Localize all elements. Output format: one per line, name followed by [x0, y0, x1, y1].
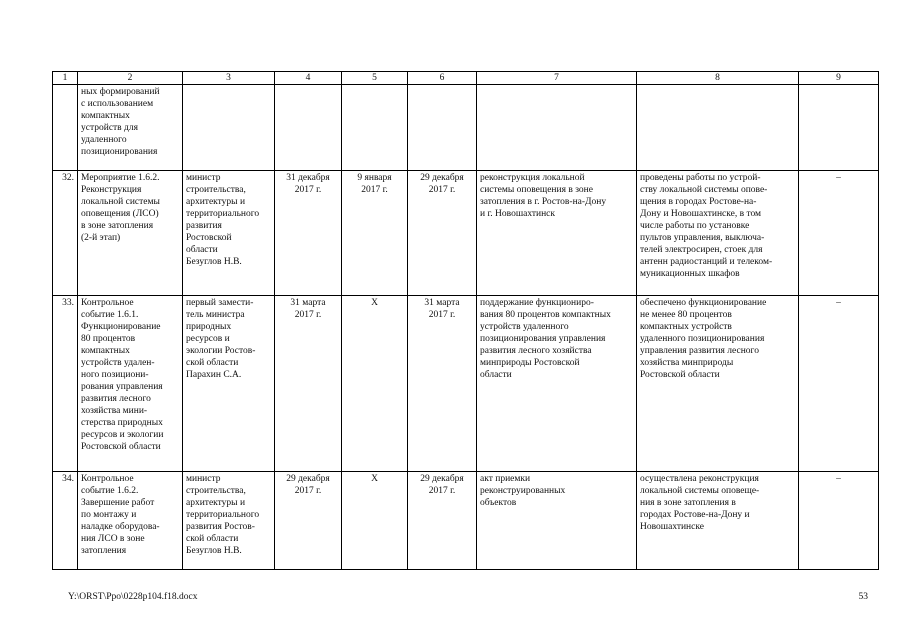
cell-line: оповещения (ЛСО): [81, 209, 159, 219]
cell-line: Мероприятие 1.6.2.: [81, 173, 160, 183]
cell-line: первый замести-: [186, 298, 254, 308]
cell-line: с использованием: [81, 99, 154, 109]
actual-start-cell: [342, 296, 408, 472]
cell-line: 9 января: [357, 173, 392, 183]
cell-line: рования управления: [81, 382, 163, 392]
cell-line: 2017 г.: [294, 310, 322, 320]
planned-date-cell: [275, 85, 342, 171]
cell-line: Завершение работ: [81, 498, 155, 508]
cell-line: наладке оборудова-: [81, 522, 160, 532]
cell-line: затопления в г. Ростов-на-Дону: [480, 197, 607, 207]
responsible-cell: [183, 171, 275, 296]
cell-line: и г. Новошахтинск: [480, 209, 556, 219]
cell-line: устройств удаленного: [480, 322, 569, 332]
cell-line: ской области: [186, 358, 239, 368]
cell-line: архитектуры и: [186, 197, 246, 207]
responsible-cell: [183, 296, 275, 472]
column-header-5: 5: [342, 72, 408, 85]
column-header-3: 3: [183, 72, 275, 85]
cell-line: телей электросирен, стоек для: [640, 245, 763, 255]
page-number: 53: [858, 592, 868, 602]
cell-line: устройств для: [81, 123, 138, 133]
cell-line: развития лесного: [81, 394, 151, 404]
cell-line: управления развития лесного: [640, 346, 759, 356]
cell-line: 2017 г.: [361, 185, 388, 195]
problems-cell: –: [799, 171, 879, 296]
cell-line: Ростовской: [186, 233, 232, 243]
cell-line: минприроды Ростовской: [480, 358, 580, 368]
file-path: Y:\ORST\Ppo\0228p104.f18.docx: [68, 592, 198, 602]
row-number-cell: 32.: [53, 171, 78, 296]
cell-line: локальной системы оповеще-: [640, 486, 760, 496]
event-name-cell: [78, 85, 183, 171]
cell-line: вания 80 процентов компактных: [480, 310, 611, 320]
cell-line: Х: [371, 298, 378, 308]
cell-line: ской области: [186, 534, 239, 544]
cell-line: 31 марта: [290, 298, 326, 308]
cell-line: проведены работы по устрой-: [640, 173, 761, 183]
table-row: [53, 472, 879, 570]
actual-result-cell: [637, 171, 799, 296]
responsible-cell: [183, 472, 275, 570]
cell-line: муникационных шкафов: [640, 269, 740, 279]
expected-result-cell: [477, 85, 637, 171]
cell-line: экологии Ростов-: [186, 346, 256, 356]
cell-line: Дону и Новошахтинске, в том: [640, 209, 762, 219]
cell-line: Х: [371, 474, 378, 484]
cell-line: 29 декабря: [286, 474, 330, 484]
row-number-cell: 33.: [53, 296, 78, 472]
cell-line: акт приемки: [480, 474, 531, 484]
cell-line: локальной системы: [81, 197, 160, 207]
cell-line: 2017 г.: [294, 486, 322, 496]
cell-line: Реконструкция: [81, 185, 142, 195]
cell-line: ния ЛСО в зоне: [81, 534, 145, 544]
cell-line: компактных: [81, 346, 130, 356]
cell-line: Безуглов Н.В.: [186, 546, 242, 556]
cell-line: 2017 г.: [428, 486, 456, 496]
cell-line: компактных: [81, 111, 130, 121]
cell-line: городах Ростове-на-Дону и: [640, 510, 750, 520]
cell-line: удаленного: [81, 135, 127, 145]
expected-result-cell: [477, 171, 637, 296]
cell-line: системы оповещения в зоне: [480, 185, 593, 195]
cell-line: области: [186, 245, 218, 255]
cell-line: удаленного позиционирования: [640, 334, 765, 344]
table-body: [53, 85, 879, 570]
cell-line: строительства,: [186, 185, 246, 195]
cell-line: развития Ростов-: [186, 522, 255, 532]
cell-line: пультов управления, выключа-: [640, 233, 765, 243]
cell-line: затопления: [81, 546, 127, 556]
cell-line: Контрольное: [81, 474, 134, 484]
expected-result-cell: [477, 472, 637, 570]
cell-line: 2017 г.: [428, 185, 456, 195]
cell-line: строительства,: [186, 486, 246, 496]
cell-line: по монтажу и: [81, 510, 137, 520]
cell-line: 31 марта: [424, 298, 460, 308]
planned-date-cell: [275, 296, 342, 472]
column-header-9: 9: [799, 72, 879, 85]
cell-line: природных: [186, 322, 232, 332]
responsible-cell: [183, 85, 275, 171]
planned-date-cell: [275, 472, 342, 570]
actual-result-cell: [637, 472, 799, 570]
plan-table: [52, 71, 879, 570]
cell-line: ресурсов и экологии: [81, 430, 164, 440]
problems-cell: –: [799, 296, 879, 472]
actual-end-cell: [408, 85, 477, 171]
cell-line: Безуглов Н.В.: [186, 257, 242, 267]
table-row: [53, 296, 879, 472]
cell-line: числе работы по установке: [640, 221, 750, 231]
cell-line: объектов: [480, 498, 517, 508]
cell-line: Парахин С.А.: [186, 370, 242, 380]
cell-line: 31 декабря: [286, 173, 330, 183]
cell-line: щения в городах Ростове-на-: [640, 197, 757, 207]
cell-line: развития: [186, 221, 222, 231]
column-header-2: 2: [78, 72, 183, 85]
cell-line: ных формирований: [81, 87, 160, 97]
cell-line: архитектуры и: [186, 498, 246, 508]
column-header-1: 1: [53, 72, 78, 85]
cell-line: позиционирования управления: [480, 334, 606, 344]
problems-cell: [799, 85, 879, 171]
problems-cell: –: [799, 472, 879, 570]
event-name-cell: [78, 171, 183, 296]
event-name-cell: [78, 296, 183, 472]
cell-line: территориального: [186, 209, 260, 219]
cell-line: антенн радиостанций и телеком-: [640, 257, 773, 267]
cell-line: 29 декабря: [420, 474, 464, 484]
cell-line: 2017 г.: [294, 185, 322, 195]
cell-line: в зоне затопления: [81, 221, 154, 231]
cell-line: Ростовской области: [81, 442, 161, 452]
cell-line: не менее 80 процентов: [640, 310, 732, 320]
header-row: [53, 72, 879, 85]
cell-line: Контрольное: [81, 298, 134, 308]
cell-line: тель министра: [186, 310, 245, 320]
cell-line: территориального: [186, 510, 260, 520]
cell-line: компактных устройств: [640, 322, 732, 332]
row-number-cell: 34.: [53, 472, 78, 570]
actual-start-cell: [342, 85, 408, 171]
actual-result-cell: [637, 296, 799, 472]
cell-line: области: [480, 370, 512, 380]
actual-end-cell: [408, 296, 477, 472]
column-header-4: 4: [275, 72, 342, 85]
column-header-6: 6: [408, 72, 477, 85]
cell-line: реконструированных: [480, 486, 566, 496]
cell-line: ству локальной системы опове-: [640, 185, 768, 195]
cell-line: событие 1.6.1.: [81, 310, 139, 320]
table-row: [53, 171, 879, 296]
column-header-8: 8: [637, 72, 799, 85]
cell-line: 80 процентов: [81, 334, 136, 344]
cell-line: ного позициони-: [81, 370, 149, 380]
cell-line: осуществлена реконструкция: [640, 474, 759, 484]
cell-line: Ростовской области: [640, 370, 720, 380]
cell-line: позиционирования: [81, 147, 158, 157]
column-header-7: 7: [477, 72, 637, 85]
table-row: [53, 85, 879, 171]
cell-line: Новошахтинске: [640, 522, 704, 532]
actual-end-cell: [408, 171, 477, 296]
cell-line: 2017 г.: [428, 310, 456, 320]
actual-start-cell: [342, 472, 408, 570]
cell-line: ресурсов и: [186, 334, 230, 344]
cell-line: министр: [186, 474, 221, 484]
cell-line: хозяйства минприроды: [640, 358, 734, 368]
actual-result-cell: [637, 85, 799, 171]
cell-line: обеспечено функционирование: [640, 298, 767, 308]
cell-line: событие 1.6.2.: [81, 486, 139, 496]
actual-start-cell: [342, 171, 408, 296]
cell-line: ния в зоне затопления в: [640, 498, 736, 508]
cell-line: 29 декабря: [420, 173, 464, 183]
event-name-cell: [78, 472, 183, 570]
cell-line: развития лесного хозяйства: [480, 346, 592, 356]
cell-line: стерства природных: [81, 418, 163, 428]
cell-line: хозяйства мини-: [81, 406, 148, 416]
row-number-cell: [53, 85, 78, 171]
cell-line: министр: [186, 173, 221, 183]
planned-date-cell: [275, 171, 342, 296]
actual-end-cell: [408, 472, 477, 570]
cell-line: реконструкция локальной: [480, 173, 585, 183]
expected-result-cell: [477, 296, 637, 472]
cell-line: устройств удален-: [81, 358, 155, 368]
cell-line: Функционирование: [81, 322, 161, 332]
cell-line: поддержание функциониро-: [480, 298, 594, 308]
cell-line: (2-й этап): [81, 233, 121, 243]
